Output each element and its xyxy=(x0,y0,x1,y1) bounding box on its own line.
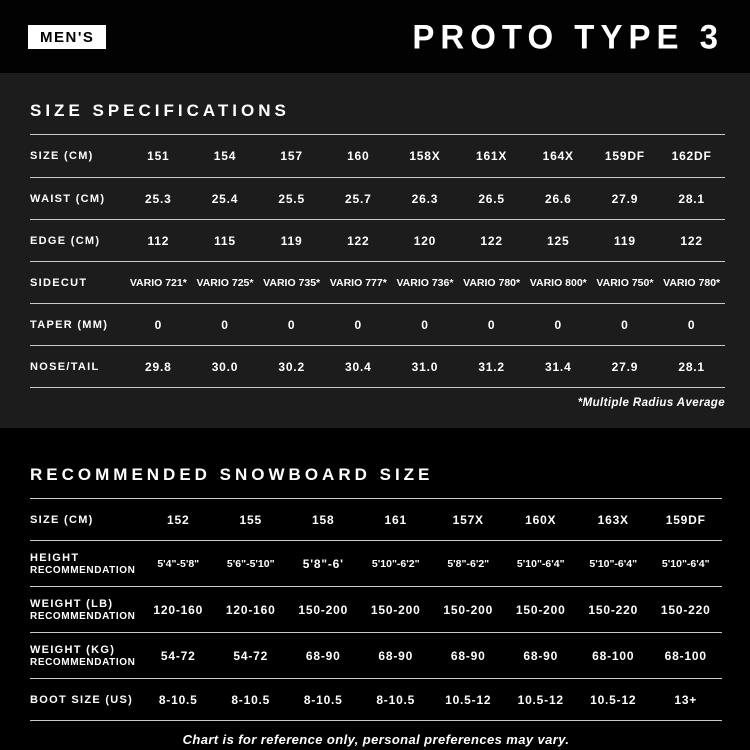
row-label-line2: RECOMMENDATION xyxy=(30,564,136,576)
cell-value: 31.2 xyxy=(478,359,505,374)
column-header: 152 xyxy=(167,512,190,527)
table-row xyxy=(30,679,722,721)
recommended-size-title: RECOMMENDED SNOWBOARD SIZE xyxy=(30,465,434,484)
cell-value: 25.5 xyxy=(278,191,305,206)
row-label-line2: RECOMMENDATION xyxy=(30,610,136,622)
cell-value: 0 xyxy=(487,317,496,332)
cell-value: 112 xyxy=(147,233,170,248)
column-header: 160X xyxy=(525,512,557,527)
cell-value: 120 xyxy=(413,233,437,248)
cell-value: 31.4 xyxy=(544,359,572,374)
row-label xyxy=(30,346,125,388)
table-row xyxy=(30,633,722,679)
column-header: 159DF xyxy=(665,512,706,527)
cell-value: 120-160 xyxy=(153,602,204,617)
cell-value: VARIO 800* xyxy=(529,276,587,289)
cell-value: 8-10.5 xyxy=(303,692,343,707)
cell-value: VARIO 780* xyxy=(463,276,521,289)
cell-value: 150-200 xyxy=(370,602,421,617)
row-label-line2: RECOMMENDATION xyxy=(30,656,136,668)
table-row xyxy=(30,262,725,304)
cell-value: 150-200 xyxy=(298,602,349,617)
cell-value: 30.4 xyxy=(345,359,372,374)
cell-value: 150-220 xyxy=(588,602,639,617)
size-specifications-title: SIZE SPECIFICATIONS xyxy=(30,101,290,120)
row-label xyxy=(30,178,125,220)
cell-value: 0 xyxy=(554,317,562,332)
cell-value: 122 xyxy=(347,233,370,248)
cell-value: 28.1 xyxy=(678,191,705,206)
cell-value: 0 xyxy=(621,317,629,332)
cell-value: 119 xyxy=(280,233,303,248)
cell-value: 68-90 xyxy=(378,648,414,663)
cell-value: 25.4 xyxy=(211,191,239,206)
cell-value: 115 xyxy=(214,233,236,248)
row-label xyxy=(30,220,125,262)
cell-value: 150-200 xyxy=(515,602,566,617)
cell-value: 125 xyxy=(547,233,570,248)
row-label xyxy=(30,135,125,178)
cell-value: 122 xyxy=(680,233,703,248)
cell-value: 0 xyxy=(154,317,163,332)
cell-value: 5'10"-6'4" xyxy=(589,557,638,570)
cell-value: VARIO 735* xyxy=(263,276,321,289)
cell-value: 0 xyxy=(421,317,429,332)
row-label xyxy=(30,499,142,541)
row-label xyxy=(30,541,142,587)
cell-value: 68-100 xyxy=(592,648,635,663)
cell-value: 8-10.5 xyxy=(231,692,271,707)
column-header: 154 xyxy=(213,149,237,163)
cell-value: VARIO 777* xyxy=(329,276,387,289)
row-label-line1: EDGE (CM) xyxy=(30,234,101,247)
column-header: 163X xyxy=(597,512,629,527)
cell-value: 5'8"-6'2" xyxy=(447,557,490,570)
cell-value: 25.7 xyxy=(345,191,372,206)
column-header: 162DF xyxy=(671,149,712,163)
table-row xyxy=(30,220,725,262)
cell-value: 5'6"-5'10" xyxy=(226,557,275,570)
cell-value: 28.1 xyxy=(678,359,705,374)
cell-value: 5'4"-5'8" xyxy=(157,557,200,570)
cell-value: 26.6 xyxy=(544,191,572,206)
column-header: 155 xyxy=(239,512,262,527)
cell-value: 68-90 xyxy=(523,648,559,663)
row-label xyxy=(30,679,142,721)
cell-value: 27.9 xyxy=(611,191,639,206)
cell-value: 13+ xyxy=(674,692,698,707)
cell-value: 26.5 xyxy=(478,191,505,206)
cell-value: 5'10"-6'4" xyxy=(516,557,565,570)
size-specifications-table xyxy=(30,134,725,388)
table-row xyxy=(30,178,725,220)
row-label-line1: WEIGHT (KG) xyxy=(30,643,116,656)
column-header: 161X xyxy=(475,149,508,163)
cell-value: 29.8 xyxy=(145,359,172,374)
cell-value: 150-220 xyxy=(660,602,711,617)
radius-footnote: *Multiple Radius Average xyxy=(577,397,725,409)
row-label-line1: SIDECUT xyxy=(30,276,88,289)
cell-value: VARIO 721* xyxy=(129,276,187,289)
cell-value: 10.5-12 xyxy=(445,692,492,707)
cell-value: 0 xyxy=(287,317,296,332)
row-label-line1: HEIGHT xyxy=(30,551,80,564)
cell-value: 68-90 xyxy=(450,648,486,663)
header-bar xyxy=(0,0,750,73)
cell-value: 26.3 xyxy=(411,191,439,206)
row-label-line1: TAPER (MM) xyxy=(30,318,109,331)
row-label xyxy=(30,633,142,679)
recommended-size-table xyxy=(30,498,722,721)
column-header: 157 xyxy=(280,149,303,163)
cell-value: 54-72 xyxy=(233,648,269,663)
column-header: 160 xyxy=(347,149,370,163)
cell-value: 8-10.5 xyxy=(158,692,198,707)
cell-value: 120-160 xyxy=(225,602,276,617)
column-header: 161 xyxy=(384,512,407,527)
cell-value: 150-200 xyxy=(443,602,494,617)
cell-value: VARIO 750* xyxy=(596,276,654,289)
cell-value: VARIO 780* xyxy=(663,276,721,289)
cell-value: VARIO 725* xyxy=(196,276,254,289)
table-row xyxy=(30,346,725,388)
table-row xyxy=(30,541,722,587)
row-label-line1: WAIST (CM) xyxy=(30,192,106,205)
cell-value: 122 xyxy=(480,233,503,248)
column-header: 157X xyxy=(452,512,484,527)
row-label-line1: BOOT SIZE (US) xyxy=(30,693,134,706)
cell-value: 10.5-12 xyxy=(590,692,637,707)
cell-value: 30.2 xyxy=(278,359,305,374)
cell-value: 5'8"-6' xyxy=(302,556,344,571)
row-label xyxy=(30,587,142,633)
table-row xyxy=(30,587,722,633)
product-title: PROTO TYPE 3 xyxy=(412,16,724,56)
cell-value: 31.0 xyxy=(411,359,439,374)
cell-value: 5'10"-6'4" xyxy=(661,557,710,570)
row-label-line1: NOSE/TAIL xyxy=(30,360,100,373)
gender-badge: MEN'S xyxy=(28,25,106,49)
row-label-line1: SIZE (CM) xyxy=(30,513,94,526)
reference-disclaimer: Chart is for reference only, personal preferences may vary. xyxy=(182,732,570,747)
row-label xyxy=(30,262,125,304)
row-label-line1: WEIGHT (LB) xyxy=(30,597,114,610)
column-header: 158 xyxy=(312,512,335,527)
cell-value: 119 xyxy=(614,233,636,248)
table-header-row xyxy=(30,499,722,541)
cell-value: 0 xyxy=(354,317,363,332)
column-header: 151 xyxy=(147,149,170,163)
cell-value: 5'10"-6'2" xyxy=(371,557,420,570)
size-specifications-section xyxy=(0,73,750,428)
row-label xyxy=(30,304,125,346)
table-header-row xyxy=(30,135,725,178)
cell-value: 25.3 xyxy=(145,191,172,206)
row-label-line1: SIZE (CM) xyxy=(30,150,94,162)
table-row xyxy=(30,304,725,346)
cell-value: 68-90 xyxy=(305,648,341,663)
cell-value: 8-10.5 xyxy=(376,692,416,707)
cell-value: 27.9 xyxy=(611,359,639,374)
column-header: 164X xyxy=(542,149,574,163)
cell-value: VARIO 736* xyxy=(396,276,454,289)
cell-value: 10.5-12 xyxy=(517,692,564,707)
column-header: 158X xyxy=(409,149,441,163)
cell-value: 68-100 xyxy=(664,648,707,663)
recommended-size-section xyxy=(0,428,750,750)
cell-value: 0 xyxy=(221,317,229,332)
cell-value: 54-72 xyxy=(160,648,196,663)
cell-value: 0 xyxy=(687,317,696,332)
cell-value: 30.0 xyxy=(211,359,239,374)
column-header: 159DF xyxy=(604,149,645,163)
